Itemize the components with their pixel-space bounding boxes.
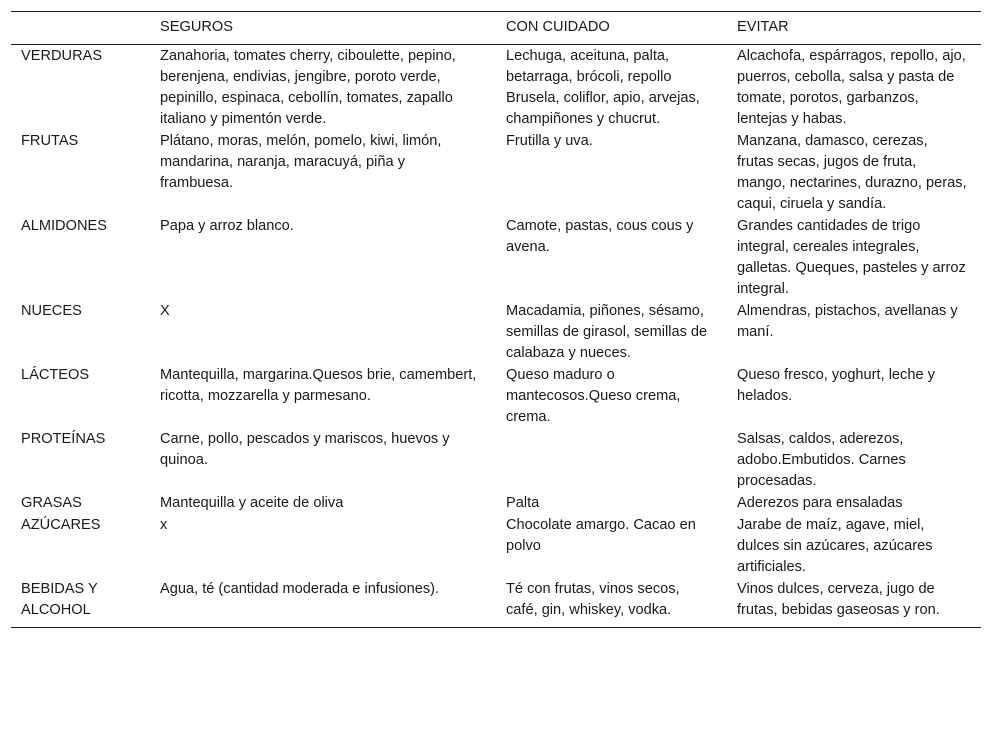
seguros-cell: Mantequilla y aceite de oliva <box>160 495 344 511</box>
table-row <box>11 428 981 492</box>
con-cuidado-cell: Té con frutas, vinos secos, café, gin, whiskey, vodka. <box>506 581 680 618</box>
table-header-row <box>11 12 981 45</box>
seguros-cell: x <box>160 517 168 533</box>
table-row <box>11 215 981 300</box>
table-row <box>11 492 981 514</box>
table-row <box>11 578 981 628</box>
row-category: LÁCTEOS <box>21 367 90 383</box>
con-cuidado-cell: Queso maduro o mantecosos.Queso crema, crema. <box>506 367 681 425</box>
header-category <box>11 12 150 45</box>
seguros-cell: Agua, té (cantidad moderada e infusiones). <box>160 581 440 597</box>
header-evitar: EVITAR <box>737 19 789 35</box>
seguros-cell: Plátano, moras, melón, pomelo, kiwi, limón, mandarina, naranja, maracuyá, piña y frambuesa. <box>160 133 442 191</box>
table-row <box>11 300 981 364</box>
row-category: VERDURAS <box>21 48 103 64</box>
table-row <box>11 364 981 428</box>
evitar-cell: Almendras, pistachos, avellanas y maní. <box>737 303 958 340</box>
row-category: NUECES <box>21 303 82 319</box>
seguros-cell: X <box>160 303 170 319</box>
evitar-cell: Vinos dulces, cerveza, jugo de frutas, bebidas gaseosas y ron. <box>737 581 940 618</box>
con-cuidado-cell: Chocolate amargo. Cacao en polvo <box>506 517 696 554</box>
evitar-cell: Queso fresco, yoghurt, leche y helados. <box>737 367 935 404</box>
evitar-cell: Grandes cantidades de trigo integral, cereales integrales, galletas. Queques, pasteles y arroz integral. <box>737 218 966 297</box>
con-cuidado-cell <box>496 428 727 492</box>
seguros-cell: Zanahoria, tomates cherry, ciboulette, pepino, berenjena, endivias, jengibre, poroto verde, pepinillo, espinaca, cebollín, tomates, zapallo italiano y pimentón verde. <box>160 48 456 127</box>
header-con-cuidado: CON CUIDADO <box>506 19 610 35</box>
evitar-cell: Aderezos para ensaladas <box>737 495 903 511</box>
con-cuidado-cell: Lechuga, aceituna, palta, betarraga, brócoli, repollo Brusela, coliflor, apio, arvejas, champiñones y chucrut. <box>506 48 700 127</box>
evitar-cell: Jarabe de maíz, agave, miel, dulces sin azúcares, azúcares artificiales. <box>737 517 933 575</box>
header-seguros: SEGUROS <box>160 19 233 35</box>
seguros-cell: Carne, pollo, pescados y mariscos, huevos y quinoa. <box>160 431 450 468</box>
row-category: GRASAS <box>21 495 82 511</box>
con-cuidado-cell: Macadamia, piñones, sésamo, semillas de girasol, semillas de calabaza y nueces. <box>506 303 708 361</box>
row-category: ALMIDONES <box>21 218 107 234</box>
seguros-cell: Papa y arroz blanco. <box>160 218 294 234</box>
food-table <box>11 11 981 628</box>
evitar-cell: Salsas, caldos, aderezos, adobo.Embutidos. Carnes procesadas. <box>737 431 906 489</box>
con-cuidado-cell: Palta <box>506 495 540 511</box>
seguros-cell: Mantequilla, margarina.Quesos brie, camembert, ricotta, mozzarella y parmesano. <box>160 367 477 404</box>
table-row <box>11 514 981 578</box>
row-category: AZÚCARES <box>21 517 101 533</box>
con-cuidado-cell: Frutilla y uva. <box>506 133 593 149</box>
evitar-cell: Alcachofa, espárragos, repollo, ajo, puerros, cebolla, salsa y pasta de tomate, porotos, garbanzos, lentejas y habas. <box>737 48 966 127</box>
row-category: FRUTAS <box>21 133 79 149</box>
row-category: PROTEÍNAS <box>21 431 106 447</box>
evitar-cell: Manzana, damasco, cerezas, frutas secas, jugos de fruta, mango, nectarines, durazno, peras, caqui, ciruela y sandía. <box>737 133 967 212</box>
row-category: BEBIDAS Y ALCOHOL <box>21 581 98 618</box>
table-row <box>11 130 981 215</box>
con-cuidado-cell: Camote, pastas, cous cous y avena. <box>506 218 694 255</box>
table-row <box>11 45 981 131</box>
